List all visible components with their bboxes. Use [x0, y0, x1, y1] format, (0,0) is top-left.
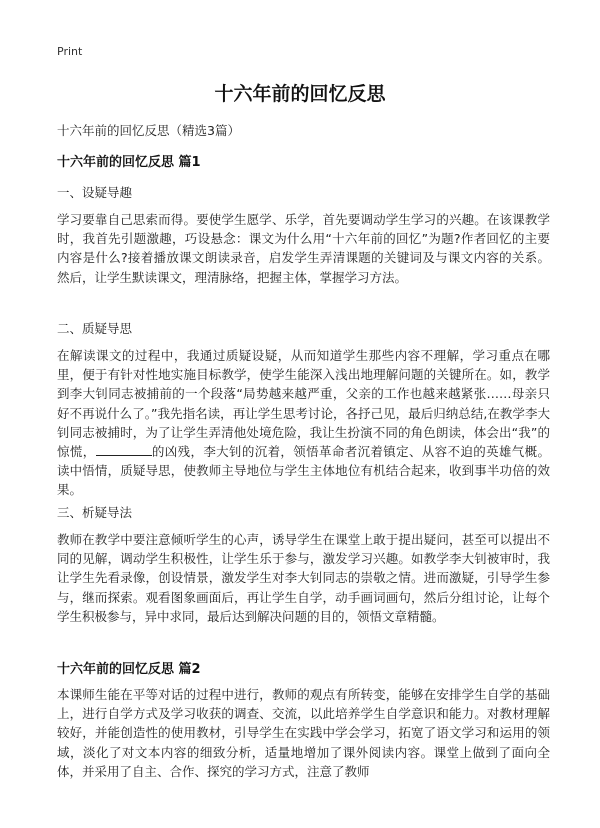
section-2-text-part-1: 在解读课文的过程中，我通过质疑设疑，从而知道学生那些内容不理解，学习重点在哪里，便于有针对性地实施目标教学，使学生能深入浅出地理解问题的关键所在。如，教学到李大钊同志被捕前的一个段落“局势越来越严重，父亲的工作也越来越紧张……母亲只好不再说什么了。”我先指名读，再让学生思考讨论，各抒己见，最后归纳总结,在教学李大钊同志被捕时，为了让学生弄清他处境危险，我让生扮演不同的角色朗读，体会出“我”的惊慌，	[57, 348, 550, 460]
document-subtitle: 十六年前的回忆反思（精选3篇）	[57, 123, 240, 138]
section-3-paragraph: 教师在教学中要注意倾听学生的心声，诱导学生在课堂上敢于提出疑问，甚至可以提出不同的见解，调动学生积极性，让学生乐于参与，激发学习兴趣。如教学李大钊被审时，我让学生先看录像，创设情景，激发学生对李大钊同志的崇敬之情。进而激疑，引导学生参与，继而探索。观看图象画面后，再让学生自学，动手画词画句，然后分组讨论，让每个学生积极参与，异中求同，最后达到解决问题的目的，领悟文章精髓。	[57, 532, 550, 624]
page-title: 十六年前的回忆反思	[214, 83, 386, 105]
article-2-paragraph: 本课师生能在平等对话的过程中进行，教师的观点有所转变，能够在安排学生自学的基础上，进行自学方式及学习收获的调查、交流，以此培养学生自学意识和能力。对教材理解较好，并能创造性的使用教材，引导学生在实践中学会学习，拓宽了语文学习和运用的领域，淡化了对文本内容的细致分析，适量地增加了课外阅读内容。课堂上做到了面向全体，并采用了自主、合作、探究的学习方式，注意了教师	[57, 687, 550, 779]
section-2-text-part-2: 的凶残，李大钊的沉着，领悟革命者沉着镇定、从容不迫的英雄气概。读中悟情，质疑导思，使教师主导地位与学生主体地位有机结合起来，收到事半功倍的效果。	[57, 444, 550, 498]
section-2-paragraph	[57, 346, 550, 500]
fill-blank	[96, 443, 152, 456]
print-link[interactable]: Print	[57, 45, 83, 58]
section-2-title: 二、质疑导思	[57, 321, 133, 336]
article-1-heading: 十六年前的回忆反思 篇1	[57, 155, 201, 170]
section-1-paragraph: 学习要靠自己思索而得。要使学生愿学、乐学，首先要调动学生学习的兴趣。在该课教学时，我首先引题激趣，巧设悬念：课文为什么用“十六年前的回忆”为题?作者回忆的主要内容是什么?接着播放课文朗读录音，启发学生弄清课题的关键词及与课文内容的关系。然后，让学生默读课文，理清脉络，把握主体，掌握学习方法。	[57, 212, 550, 285]
section-1-title: 一、设疑导趣	[57, 185, 133, 200]
article-2-heading: 十六年前的回忆反思 篇2	[57, 662, 201, 677]
section-3-title: 三、析疑导法	[57, 505, 133, 520]
